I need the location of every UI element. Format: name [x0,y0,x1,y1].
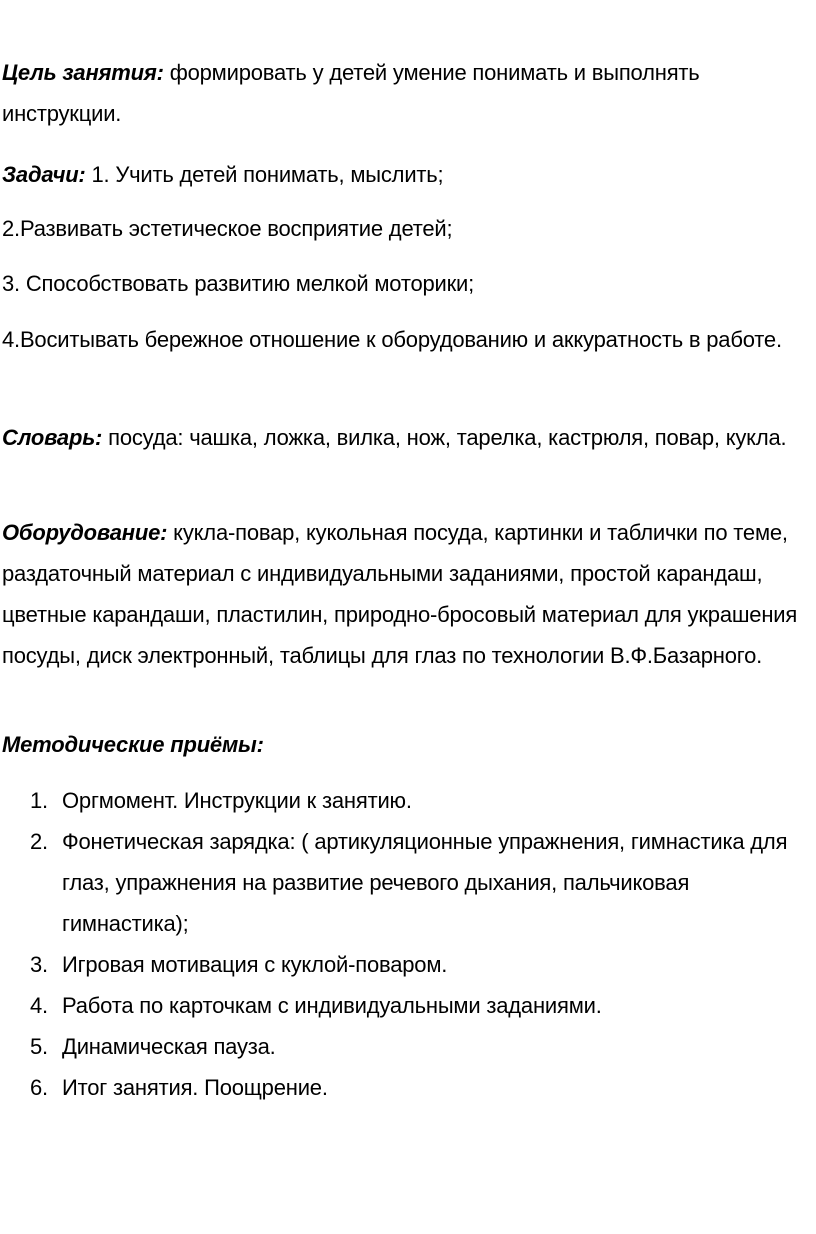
list-item [0,1067,812,1108]
goal-paragraph [2,52,814,134]
goal-text: формировать у детей умение понимать и выполнять инструкции. [2,60,700,126]
list-item-number: 2. [30,829,48,854]
task-item-1: 1. Учить детей понимать, мыслить; [85,162,444,187]
list-item-text: Динамическая пауза. [62,1034,276,1059]
goal-label: Цель занятия: [2,60,164,85]
tasks-label: Задачи: [2,162,86,187]
task-item-3: 3. Способствовать развитию мелкой моторики; [2,271,475,296]
list-item-text: Оргмомент. Инструкции к занятию. [62,788,412,813]
equipment-text: кукла-повар, кукольная посуда, картинки и таблички по теме, раздаточный материал с индивидуальными заданиями, простой карандаш, цветные карандаши, пластилин, природно-бросовый материал для украшения посуды, диск электронный, таблицы для глаз по технологии В.Ф.Базарного. [2,520,798,668]
list-item [0,944,812,985]
vocabulary-paragraph [2,417,814,458]
methods-list [0,780,812,1108]
vocabulary-text: посуда: чашка, ложка, вилка, нож, тарелка, кастрюля, повар, кукла. [102,425,787,450]
list-item-number: 4. [30,993,48,1018]
list-item [0,780,812,821]
vocabulary-label: Словарь: [2,425,103,450]
list-item-number: 5. [30,1034,48,1059]
methods-heading [2,724,814,765]
list-item [0,985,812,1026]
task-item-4: 4.Воситывать бережное отношение к оборудованию и аккуратность в работе. [2,327,782,352]
equipment-paragraph [2,512,814,676]
equipment-label: Оборудование: [2,520,168,545]
list-item-number: 6. [30,1075,48,1100]
list-item [0,821,812,944]
tasks-paragraph [2,154,814,195]
methods-label: Методические приёмы: [2,732,264,757]
list-item-text: Фонетическая зарядка: ( артикуляционные упражнения, гимнастика для глаз, упражнения на развитие речевого дыхания, пальчиковая гимнастика); [62,829,788,936]
list-item [0,1026,812,1067]
list-item-text: Работа по карточкам с индивидуальными заданиями. [62,993,602,1018]
list-item-text: Игровая мотивация с куклой-поваром. [62,952,448,977]
task-item-2: 2.Развивать эстетическое восприятие детей; [2,216,453,241]
list-item-text: Итог занятия. Поощрение. [62,1075,328,1100]
list-item-number: 1. [30,788,48,813]
list-item-number: 3. [30,952,48,977]
